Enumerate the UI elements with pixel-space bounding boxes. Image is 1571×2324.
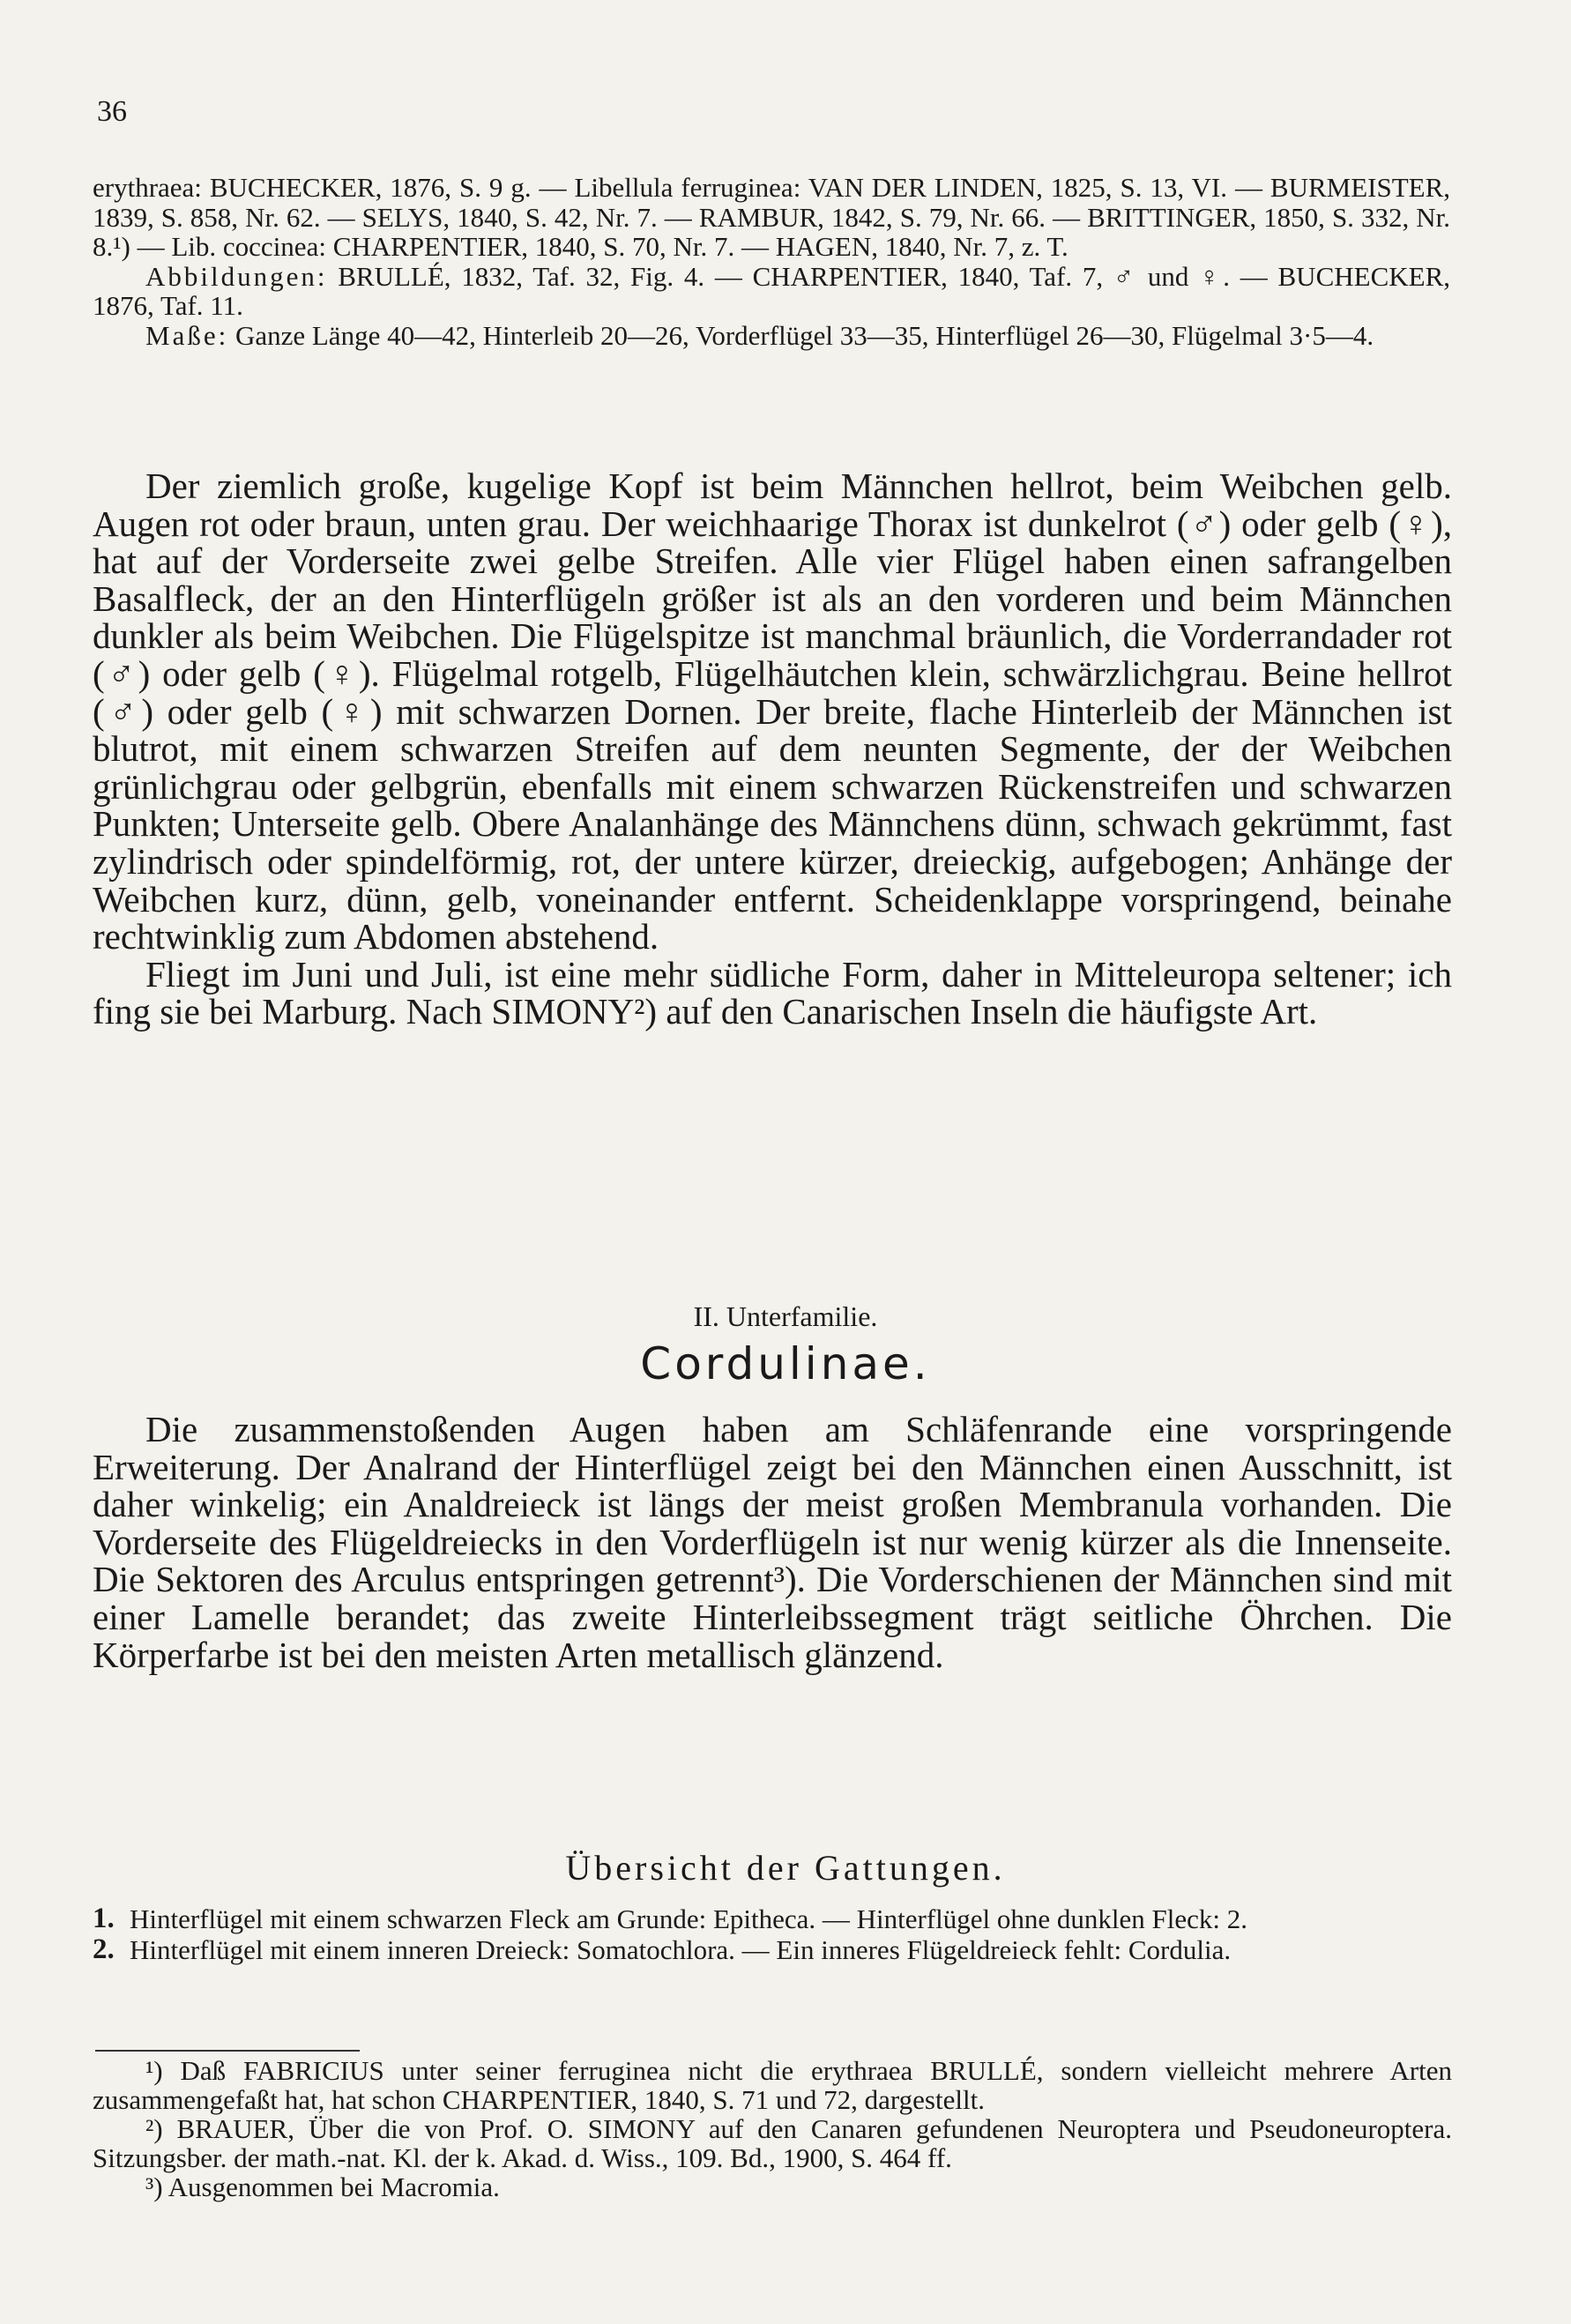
key-item-text: Hinterflügel mit einem inneren Dreieck: Somatochlora. — Ein inneres Flügeldreieck fehlt: Cordulia. [130, 1934, 1232, 1965]
measures-label: Maße: [145, 319, 229, 351]
key-item-number: 1. [93, 1903, 115, 1934]
subfamily-name: Cordulinae. [640, 1338, 931, 1389]
key-heading: Übersicht der Gattungen. [565, 1848, 1006, 1888]
description-paragraph-1: Der ziemlich große, kugelige Kopf ist beim Männchen hellrot, beim Weibchen gelb. Augen rot oder braun, unten grau. Der weichhaarige Thorax ist dunkelrot (♂) oder gelb (♀), hat auf der Vorderseite zwei gelbe Streifen. Alle vier Flügel haben einen safrangelben Basalfleck, der an den Hinterflügeln größer ist als an den vorderen und beim Männchen dunkler als beim Weibchen. Die Flügelspitze ist manchmal bräunlich, die Vorderrandader rot (♂) oder gelb (♀). Flügelmal rotgelb, Flügelhäutchen klein, schwärzlichgrau. Beine hellrot (♂) oder gelb (♀) mit schwarzen Dornen. Der breite, flache Hinterleib der Männchen ist blutrot, mit einem schwarzen Streifen auf dem neunten Segmente, der der Weibchen grünlichgrau oder gelbgrün, ebenfalls mit einem schwarzen Rückenstreifen und schwarzen Punkten; Unterseite gelb. Obere Analanhänge des Männchens dünn, schwach gekrümmt, fast zylindrisch oder spindelförmig, rot, der untere kürzer, dreieckig, aufgebogen; Anhänge der Weibchen kurz, dünn, gelb, voneinander entfernt. Scheidenklappe vorspringend, beinahe rechtwinklig zum Abdomen abstehend. [93, 466, 1452, 957]
footnote-divider [95, 2050, 360, 2052]
subfamily-paragraph: Die zusammenstoßenden Augen haben am Schläfenrande eine vorspringende Erweiterung. Der Analrand der Hinterflügel zeigt bei den Männchen einen Ausschnitt, ist daher winkelig; ein Analdreieck ist längs der meist großen Membranula vorhanden. Die Vorderseite des Flügeldreiecks in den Vorderflügeln ist nur wenig kürzer als die Innenseite. Die Sektoren des Arculus entspringen getrennt³). Die Vorderschienen der Männchen sind mit einer Lamelle berandet; das zweite Hinterleibssegment trägt seitliche Öhrchen. Die Körperfarbe ist bei den meisten Arten metallisch glänzend. [93, 1409, 1452, 1675]
key-item [93, 1904, 1450, 1933]
key-item [93, 1935, 1450, 1964]
footnotes [93, 2056, 1452, 2201]
genera-key [93, 1904, 1450, 1966]
description-paragraph-2: Fliegt im Juni und Juli, ist eine mehr südliche Form, daher in Mitteleuropa seltener; ich fing sie bei Marburg. Nach SIMONY²) auf den Canarischen Inseln die häufigste Art. [93, 953, 1452, 1032]
subfamily-label: II. Unterfamilie. [693, 1300, 878, 1332]
key-item-number: 2. [93, 1933, 115, 1965]
measures-text: Ganze Länge 40—42, Hinterleib 20—26, Vorderflügel 33—35, Hinterflügel 26—30, Flügelmal 3·5—4. [235, 319, 1374, 351]
footnote-3: ³) Ausgenommen bei Macromia. [145, 2171, 500, 2202]
subfamily-description [93, 1411, 1452, 1673]
figures-label: Abbildungen: [145, 260, 328, 292]
species-description [93, 467, 1452, 1031]
figures-text: BRULLÉ, 1832, Taf. 32, Fig. 4. — CHARPENTIER, 1840, Taf. 7, ♂ und ♀. — BUCHECKER, 1876, Taf. 11. [93, 260, 1450, 321]
synonyms-line: erythraea: BUCHECKER, 1876, S. 9 g. — Libellula ferruginea: VAN DER LINDEN, 1825, S. 13, VI. — BURMEISTER, 1839, S. 858, Nr. 62. — SELYS, 1840, S. 42, Nr. 7. — RAMBUR, 1842, S. 79, Nr. 66. — BRITTINGER, 1850, S. 332, Nr. 8.¹) — Lib. coccinea: CHARPENTIER, 1840, S. 70, Nr. 7. — HAGEN, 1840, Nr. 7, z. T. [93, 172, 1450, 262]
footnote-2: ²) BRAUER, Über die von Prof. O. SIMONY auf den Canaren gefundenen Neuroptera und Pseudoneuroptera. Sitzungsber. der math.-nat. Kl. der k. Akad. d. Wiss., 109. Bd., 1900, S. 464 ff. [93, 2113, 1452, 2173]
measures-line [93, 321, 1450, 351]
page-number: 36 [97, 95, 127, 128]
key-item-text: Hinterflügel mit einem schwarzen Fleck am Grunde: Epitheca. — Hinterflügel ohne dunklen Fleck: 2. [130, 1903, 1248, 1934]
footnote-1: ¹) Daß FABRICIUS unter seiner ferruginea nicht die erythraea BRULLÉ, sondern vielleicht mehrere Arten zusammengefaßt hat, hat schon CHARPENTIER, 1840, S. 71 und 72, dargestellt. [93, 2055, 1452, 2115]
references-block [93, 173, 1450, 350]
figures-line [93, 262, 1450, 321]
